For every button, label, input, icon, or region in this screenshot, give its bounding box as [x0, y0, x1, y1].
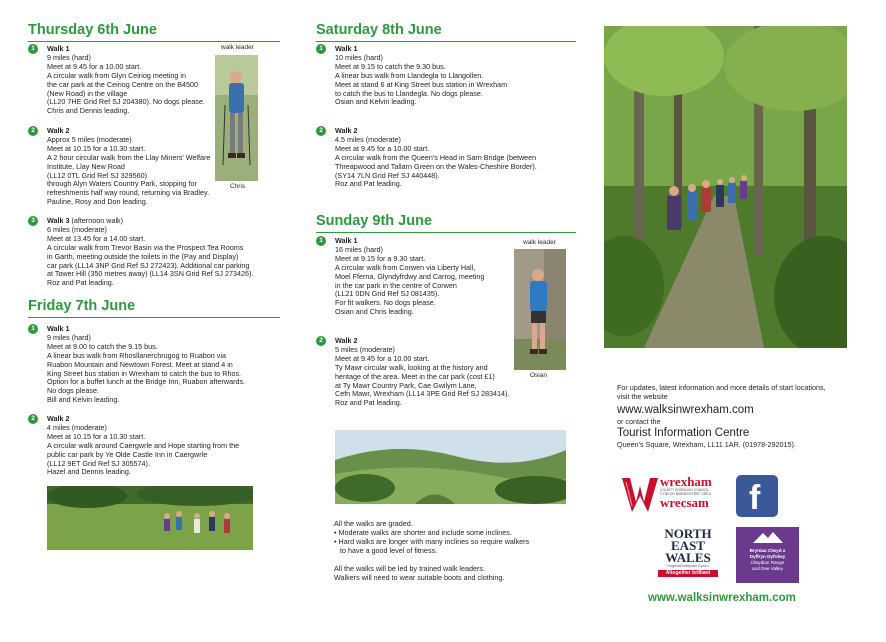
walk-line: 6 miles (moderate) — [47, 224, 107, 234]
walk-line: 10 miles (hard) — [335, 52, 383, 62]
walk-number-badge: 2 — [316, 336, 326, 346]
walk-title: Walk 2 — [47, 414, 70, 423]
walk-line: car park (LL14 3NP Grid Ref SJ 272423). Additional car parking — [47, 260, 250, 270]
walk-line: Meet at 10.15 for a 10.30 start. — [47, 143, 146, 153]
info-text: visit the website — [617, 392, 668, 401]
walk-line: For fit walkers. No dogs please. — [335, 298, 436, 308]
walk-line: A circular walk from Glyn Ceiriog meeting in — [47, 70, 187, 80]
walk-line: (LL12 0TL Grid Ref SJ 329560) — [47, 170, 148, 180]
tic-address: Queen's Square, Wrexham, LL11 1AR. (01978-292015). — [617, 440, 796, 449]
walk-line: Meet at stand 6 at King Street bus station in Wrexham — [335, 79, 508, 89]
facebook-icon[interactable] — [736, 475, 778, 517]
tourist-info-centre: Tourist Information Centre — [617, 427, 750, 439]
friday-heading: Friday 7th June — [28, 298, 280, 318]
walk-line: Meet at 9.45 for a 10.00 start. — [335, 353, 430, 363]
walk-line: 9 miles (hard) — [47, 332, 91, 342]
walk-number-badge: 2 — [28, 414, 38, 424]
walk-number-badge: 2 — [316, 126, 326, 136]
walk-title: Walk 1 — [335, 44, 358, 53]
wrecsam-wordmark: wrecsam — [660, 495, 709, 510]
saturday-heading: Saturday 8th June — [316, 22, 576, 42]
leader-name-chris: Chris — [230, 183, 246, 190]
walk-number-badge: 1 — [316, 44, 326, 54]
walk-line: Option for a buffet lunch at the Bridge Inn, Ruabon afterwards. — [47, 377, 246, 387]
grading-line: Walkers will need to wear suitable boots and clothing. — [334, 573, 505, 582]
walk-line: Approx 5 miles (moderate) — [47, 134, 132, 144]
walk-line: Meet at 9.15 to catch the 9.30 bus. — [335, 61, 446, 71]
walk-line: public car park by Ye Olde Castle Inn in Caergwrle — [47, 449, 208, 459]
walk-number-badge: 1 — [28, 324, 38, 334]
walk-leader-label: walk leader — [523, 239, 556, 246]
wrexham-small-text: CYNGOR BWRDEISTREF SIROL — [660, 492, 712, 496]
walk-line: through Alyn Waters Country Park, stopping for — [47, 179, 197, 189]
walk-line: (SY14 7LN Grid Ref SJ 440448). — [335, 170, 440, 180]
grading-line: All the walks will be led by trained walk leaders. — [334, 564, 486, 573]
walk-line: Meet at 9.15 for a 9.30 start. — [335, 253, 426, 263]
walk-line: A circular walk around Caergwrle and Hope starting from the — [47, 440, 240, 450]
walk-number-badge: 1 — [28, 44, 38, 54]
clwydian-range-aonb-logo — [736, 527, 799, 583]
grading-line — [334, 555, 594, 564]
walk-line: heritage of the area. Meet in the car park (cost £1) — [335, 371, 495, 381]
walk-line: Ty Mawr circular walk, looking at the history and — [335, 362, 488, 372]
walk-title-suffix: (afternoon walk) — [69, 216, 124, 225]
walk-line: (New Road) in the village — [47, 88, 128, 98]
walk-line: Meet at 9.45 for a 10.00 start. — [47, 61, 142, 71]
walk-title: Walk 1 — [47, 44, 70, 53]
grading-line: • Hard walks are longer with many inclines so require walkers — [334, 537, 530, 546]
walk-line: (LL21 0DN Grid Ref SJ 081435). — [335, 289, 440, 299]
walk-line: 4 miles (moderate) — [47, 422, 107, 432]
aonb-line: Clwydian Range — [750, 560, 785, 565]
walk-line: A 2 hour circular walk from the Llay Miners' Welfare — [47, 152, 211, 162]
wrexham-wordmark: wrexham — [660, 474, 712, 489]
walk-number-badge: 1 — [316, 236, 326, 246]
wrexham-small-text: COUNTY BOROUGH COUNCIL — [660, 488, 709, 492]
walk-line: Meet at 13.45 for a 14.00 start. — [47, 233, 146, 243]
walk-line: No dogs please. — [47, 386, 99, 396]
wrexham-w-icon — [620, 474, 660, 514]
walk-line: Chris and Dennis leading. — [47, 106, 130, 116]
walk-line: 16 miles (hard) — [335, 244, 383, 254]
walk-line: Ruabon Mountain and Newtown Forest. Meet at stand 4 in — [47, 359, 233, 369]
walk-line: in the car park in the centre of Corwen — [335, 280, 457, 290]
walk-line: Meet at 9.00 to catch the 9.15 bus. — [47, 341, 158, 351]
walk-line: the car park at the Ceiriog Centre on the B4500 — [47, 79, 199, 89]
walk-line: (LL12 9ET Grid Ref SJ 305574). — [47, 458, 150, 468]
facebook-glyph: f — [749, 479, 761, 517]
walk-line: Osian and Chris leading. — [335, 307, 414, 317]
walk-line: Bill and Kelvin leading. — [47, 395, 120, 405]
walk-line: refreshments half way round, returning via Bradley. — [47, 188, 210, 198]
walk-line: Institute, Llay New Road — [47, 161, 125, 171]
aonb-line: and Dee Valley — [752, 566, 783, 571]
walk-line: Meet at 9.45 for a 10.00 start. — [335, 143, 430, 153]
walk-leader-label: walk leader — [221, 44, 254, 51]
info-text: or contact the — [617, 417, 661, 426]
website-link[interactable]: www.walksinwrexham.com — [617, 404, 754, 416]
aonb-line: Bryniau Clwyd a — [749, 548, 786, 553]
nwales-small: Gogledd Ddwyrain Cymru — [667, 564, 709, 568]
info-text: For updates, latest information and more details of start locations, — [617, 383, 826, 392]
walk-line: Roz and Pat leading. — [335, 179, 402, 189]
grading-line: to have a good level of fitness. — [334, 546, 438, 555]
walk-line: in Garth, meeting outside the toilets in the (Pay and Display) — [47, 251, 239, 261]
walk-line: Hazel and Dennis leading. — [47, 467, 131, 477]
walkers-field-photo — [47, 486, 253, 550]
grading-line: All the walks are graded. — [334, 519, 413, 528]
aonb-line: Dyffryn Dyfrdwy — [749, 554, 786, 559]
walk-line: Osian and Kelvin leading. — [335, 97, 417, 107]
walk-title-text: Walk 3 — [47, 216, 70, 225]
walk-leader-photo-osian — [514, 249, 566, 370]
walk-title: Walk 2 — [335, 126, 358, 135]
walk-line: at Ty Mawr Country Park, Cae Gwilym Lane, — [335, 380, 477, 390]
walk-line: A circular walk from Corwen via Liberty Hall, — [335, 262, 476, 272]
walk-title: Walk 1 — [335, 236, 358, 245]
walk-line: 4.5 miles (moderate) — [335, 134, 401, 144]
info-block — [617, 383, 847, 449]
walk-number-badge: 2 — [28, 126, 38, 136]
wrexham-council-logo — [620, 474, 720, 516]
valley-landscape-photo — [335, 430, 566, 504]
walk-line: Moel Fferna, Glyndyfrdwy and Carrog, meeting — [335, 271, 485, 281]
thursday-heading: Thursday 6th June — [28, 22, 280, 42]
walk-title: Walk 2 — [335, 336, 358, 345]
nwales-tagline: Altogether brilliant — [658, 570, 718, 577]
walk-number-badge: 3 — [28, 216, 38, 226]
mountain-icon — [753, 531, 783, 543]
walk-line: 9 miles (hard) — [47, 52, 91, 62]
nwales-line: NORTH — [664, 526, 712, 541]
walk-line: to catch the bus to Llandegla. No dogs please. — [335, 88, 483, 98]
walk-title: Walk 1 — [47, 324, 70, 333]
walk-line: (LL20 7HE Grid Ref SJ 204380). No dogs please. — [47, 97, 205, 107]
grading-notes — [334, 519, 594, 582]
walk-line: Cefn Mawr, Wrexham (LL14 3PE Grid Ref SJ 283414). — [335, 389, 510, 399]
walk-line: A circular walk from the Queen's Head in Sarn Bridge (between — [335, 152, 537, 162]
walk-line: at Tower Hill (350 metres away) (LL14 3SN Grid Ref SJ 273426). — [47, 269, 254, 279]
walk-line: Meet at 10.15 for a 10.30 start. — [47, 431, 146, 441]
north-east-wales-logo — [658, 528, 718, 582]
footer-website-link[interactable]: www.walksinwrexham.com — [648, 592, 796, 604]
walk-line: A linear bus walk from Rhosllanerchrugog to Ruabon via — [47, 350, 226, 360]
walk-line: A circular walk from Trevor Basin via the Prospect Tea Rooms — [47, 242, 244, 252]
walk-line: 5 miles (moderate) — [335, 344, 395, 354]
sunday-heading: Sunday 9th June — [316, 213, 576, 233]
nwales-line: WALES — [665, 550, 711, 565]
walk-line: Threapwood and Tallarn Green on the Wales-Cheshire Border). — [335, 161, 537, 171]
walk-line: Roz and Pat leading. — [47, 278, 114, 288]
woodland-walkers-photo — [604, 26, 847, 348]
walk-line: Roz and Pat leading. — [335, 398, 402, 408]
walk-line: Pauline, Rosy and Don leading. — [47, 197, 148, 207]
walk-line: A linear bus walk from Llandegla to Llangollen. — [335, 70, 484, 80]
leader-name-osian: Osian — [530, 372, 547, 379]
walk-line: King Street bus station in Wrexham to catch the bus to Rhos. — [47, 368, 242, 378]
walk-leader-photo-chris — [215, 55, 258, 181]
grading-line: • Moderate walks are shorter and include some inclines. — [334, 528, 512, 537]
walk-title: Walk 2 — [47, 126, 70, 135]
nwales-line: EAST — [671, 538, 705, 553]
